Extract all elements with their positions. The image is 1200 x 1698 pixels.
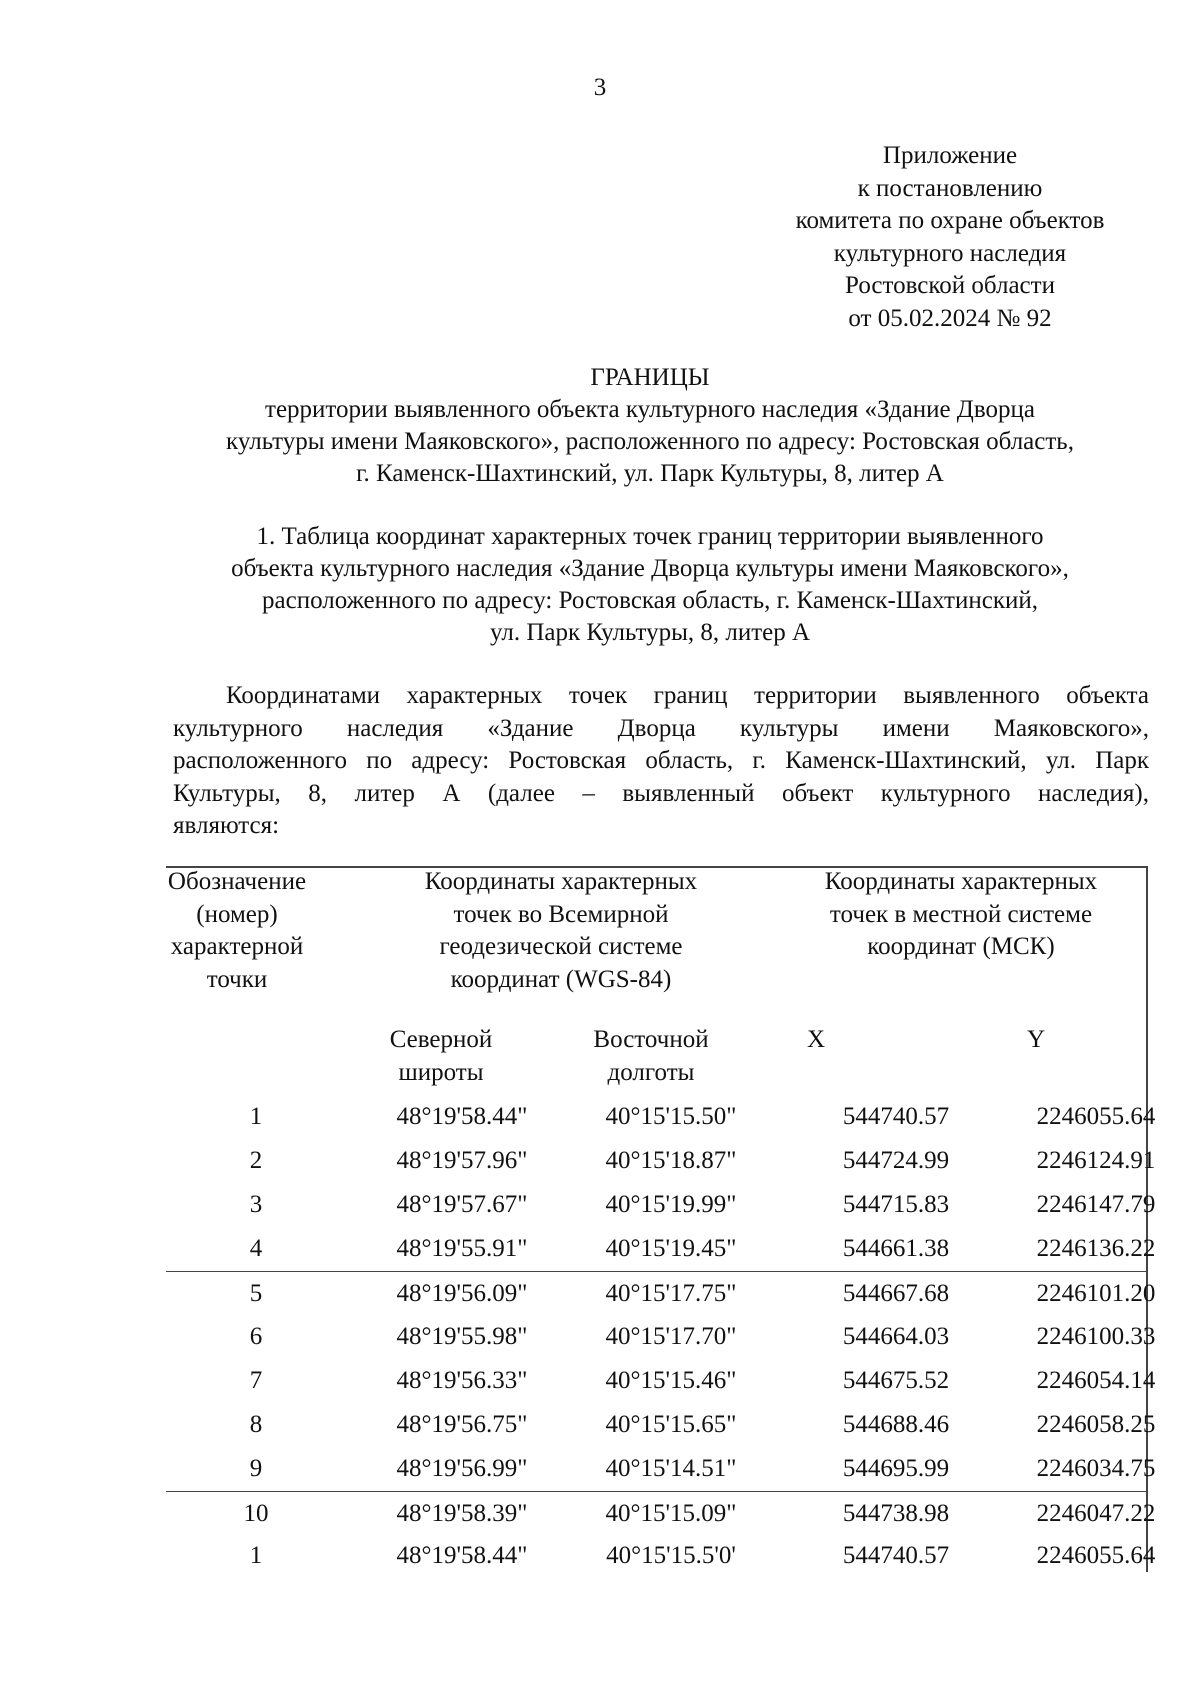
header-point-designation — [166, 866, 308, 996]
intro-line: Культуры, 8, литер А (далее – выявленный объект культурного наследия), — [173, 779, 1149, 807]
cell-x: 544667.68 — [842, 1280, 950, 1307]
subheader-latitude — [341, 1024, 541, 1089]
appendix-block — [770, 140, 1130, 335]
appendix-line: к постановлению — [857, 174, 1043, 202]
header-text: (номер) — [196, 900, 278, 928]
cell-latitude: 48°19'55.91" — [396, 1235, 528, 1262]
subheader-y — [966, 1024, 1106, 1057]
cell-x: 544740.57 — [842, 1103, 950, 1130]
cell-y: 2246101.20 — [1036, 1280, 1156, 1307]
appendix-line: Приложение — [882, 142, 1018, 169]
cell-x: 544661.38 — [842, 1235, 950, 1262]
document-title — [150, 362, 1150, 490]
page-number: 3 — [593, 74, 607, 101]
cell-point-number: 8 — [249, 1410, 263, 1438]
title-line: г. Каменск-Шахтинский, ул. Парк Культуры, 8, литер А — [356, 460, 944, 487]
header-text: точек во Всемирной — [453, 900, 669, 928]
cell-latitude: 48°19'58.44" — [396, 1542, 528, 1569]
section-heading-line: ул. Парк Культуры, 8, литер А — [489, 619, 811, 646]
cell-longitude: 40°15'14.51" — [605, 1454, 737, 1482]
header-text: характерной — [170, 933, 304, 960]
header-text: Y — [1026, 1026, 1046, 1053]
cell-longitude: 40°15'15.46" — [605, 1366, 737, 1394]
header-text: геодезической системе — [439, 933, 683, 960]
cell-y: 2246058.25 — [1036, 1410, 1156, 1438]
cell-point-number: 1 — [249, 1542, 263, 1569]
intro-line: Координатами характерных точек границ территории выявленного объекта — [226, 682, 1149, 709]
cell-point-number: 1 — [249, 1103, 263, 1130]
subheader-longitude — [546, 1024, 756, 1089]
cell-x: 544740.57 — [842, 1542, 950, 1569]
cell-point-number: 2 — [249, 1147, 263, 1174]
header-text: координат (МСК) — [867, 933, 1055, 960]
cell-y: 2246055.64 — [1036, 1103, 1156, 1130]
section-heading-line: объекта культурного наследия «Здание Дворца культуры имени Маяковского», — [231, 555, 1069, 582]
cell-point-number: 6 — [249, 1322, 263, 1350]
cell-y: 2246147.79 — [1036, 1191, 1156, 1218]
cell-longitude: 40°15'17.70" — [605, 1322, 737, 1350]
appendix-line: от 05.02.2024 № 92 — [848, 304, 1052, 332]
cell-longitude: 40°15'17.75" — [605, 1280, 737, 1307]
table-row — [166, 1139, 1156, 1183]
table-row — [166, 1403, 1156, 1447]
title-line: культуры имени Маяковского», расположенного по адресу: Ростовская область, — [226, 428, 1074, 455]
header-text: широты — [398, 1058, 484, 1086]
cell-y: 2246100.33 — [1036, 1322, 1156, 1350]
cell-point-number: 4 — [249, 1235, 263, 1262]
table-row — [166, 1534, 1156, 1578]
header-text: Координаты характерных — [424, 868, 698, 895]
cell-x: 544724.99 — [842, 1147, 950, 1174]
title-line: территории выявленного объекта культурного наследия «Здание Дворца — [265, 396, 1035, 423]
cell-y: 2246124.91 — [1036, 1147, 1156, 1174]
table-row — [166, 1491, 1156, 1535]
cell-x: 544695.99 — [842, 1454, 950, 1482]
cell-longitude: 40°15'19.45" — [605, 1235, 737, 1262]
intro-paragraph — [173, 680, 1149, 843]
coordinates-table — [166, 866, 1156, 1572]
cell-latitude: 48°19'57.67" — [396, 1191, 528, 1218]
cell-x: 544664.03 — [842, 1322, 950, 1350]
table-row — [166, 1271, 1156, 1315]
cell-point-number: 3 — [249, 1191, 263, 1218]
header-text: точки — [206, 965, 268, 993]
header-text: Координаты характерных — [824, 868, 1098, 895]
table-body — [166, 1095, 1156, 1578]
header-text: Обозначение — [167, 868, 307, 895]
cell-latitude: 48°19'57.96" — [396, 1147, 528, 1174]
appendix-line: культурного наследия — [833, 239, 1067, 267]
intro-line: культурного наследия «Здание Дворца культуры имени Маяковского», — [173, 714, 1149, 742]
appendix-line: Ростовской области — [845, 272, 1055, 299]
cell-latitude: 48°19'58.44" — [396, 1103, 528, 1130]
cell-latitude: 48°19'56.33" — [396, 1366, 528, 1394]
table-row — [166, 1227, 1156, 1271]
appendix-line: комитета по охране объектов — [795, 207, 1105, 234]
header-text: Восточной — [593, 1026, 709, 1053]
table-row — [166, 1095, 1156, 1139]
cell-y: 2246047.22 — [1036, 1499, 1156, 1527]
header-text: точек в местной системе — [829, 900, 1093, 928]
cell-longitude: 40°15'15.65" — [605, 1410, 737, 1438]
cell-x: 544738.98 — [842, 1499, 950, 1527]
header-wgs84 — [361, 866, 761, 996]
cell-longitude: 40°15'15.09" — [605, 1499, 737, 1527]
cell-longitude: 40°15'18.87" — [605, 1147, 737, 1174]
cell-latitude: 48°19'56.09" — [396, 1280, 528, 1307]
table-row — [166, 1315, 1156, 1359]
cell-y: 2246136.22 — [1036, 1235, 1156, 1262]
header-msk — [776, 866, 1146, 964]
header-text: долготы — [607, 1058, 695, 1086]
cell-point-number: 10 — [243, 1499, 269, 1527]
cell-longitude: 40°15'19.99" — [605, 1191, 737, 1218]
table-row — [166, 1359, 1156, 1403]
table-row — [166, 1447, 1156, 1491]
cell-x: 544675.52 — [842, 1366, 950, 1394]
cell-y: 2246055.64 — [1036, 1542, 1156, 1569]
cell-longitude: 40°15'15.50" — [605, 1103, 737, 1130]
section-heading-line: расположенного по адресу: Ростовская область, г. Каменск-Шахтинский, — [262, 587, 1038, 614]
intro-line: являются: — [173, 812, 280, 839]
subheader-x — [766, 1024, 866, 1057]
cell-x: 544715.83 — [842, 1191, 950, 1218]
cell-latitude: 48°19'56.75" — [396, 1410, 528, 1438]
cell-point-number: 5 — [249, 1280, 263, 1307]
cell-longitude: 40°15'15.5'0' — [606, 1542, 736, 1569]
intro-line: расположенного по адресу: Ростовская область, г. Каменск-Шахтинский, ул. Парк — [173, 747, 1149, 774]
cell-y: 2246034.75 — [1036, 1454, 1156, 1482]
cell-latitude: 48°19'56.99" — [396, 1454, 528, 1482]
cell-point-number: 9 — [249, 1454, 263, 1482]
cell-y: 2246054.14 — [1036, 1366, 1156, 1394]
header-text: X — [806, 1026, 826, 1053]
header-text: координат (WGS-84) — [450, 965, 672, 993]
header-text: Северной — [389, 1026, 493, 1053]
title-heading: ГРАНИЦЫ — [590, 364, 710, 391]
section-heading-line: 1. Таблица координат характерных точек границ территории выявленного — [256, 523, 1044, 550]
cell-latitude: 48°19'55.98" — [396, 1322, 528, 1350]
table-row — [166, 1183, 1156, 1227]
section-heading — [150, 521, 1150, 649]
cell-latitude: 48°19'58.39" — [396, 1499, 528, 1527]
cell-point-number: 7 — [249, 1366, 263, 1394]
cell-x: 544688.46 — [842, 1410, 950, 1438]
